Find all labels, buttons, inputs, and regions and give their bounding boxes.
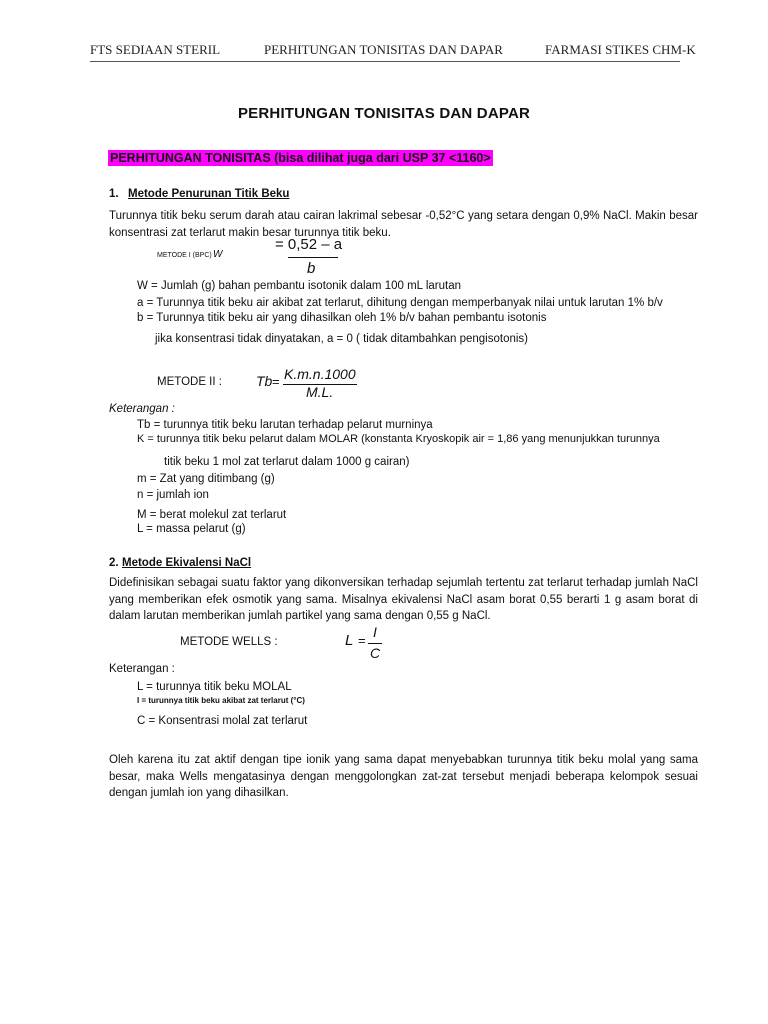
section1-note: jika konsentrasi tidak dinyatakan, a = 0 ( tidak ditambahkan pengisotonis) <box>155 333 529 345</box>
wells-denominator: C <box>370 645 381 661</box>
header-right: FARMASI STIKES CHM-K <box>545 42 696 57</box>
section2-paragraph: Didefinisikan sebagai suatu faktor yang dikonversikan terhadap sejumlah tertentu zat terlarut terhadap jumlah NaCl yang memberikan efek osmotik yang sama. Misalnya ekivalensi NaCl asam borat 0,55 berarti 1 g asam borat di dalam larutan memberikan jumlah partikel yang sama dengan 0,55 g NaCl. <box>109 577 698 622</box>
def-m: m = Zat yang ditimbang (g) <box>137 473 275 485</box>
def-a: a = Turunnya titik beku air akibat zat terlarut, dihitung dengan memperbanyak nilai untuk larutan 1% b/v <box>137 297 663 309</box>
wells-numerator: I <box>373 624 377 640</box>
def-w: W = Jumlah (g) bahan pembantu isotonik dalam 100 mL larutan <box>137 280 461 292</box>
method2-numerator: K.m.n.1000 <box>284 366 356 382</box>
def-k: K = turunnya titik beku pelarut dalam MOLAR (konstanta Kryoskopik air = 1,86 yang menunjukkan turunnya <box>137 433 660 445</box>
method2-lhs: Tb <box>256 373 273 389</box>
method1-w: W <box>213 249 223 260</box>
section2-keterangan: Keterangan : <box>109 663 175 675</box>
def-tb: Tb = turunnya titik beku larutan terhadap pelarut murninya <box>137 419 433 431</box>
method2-equals: = <box>272 374 280 389</box>
def-n: n = jumlah ion <box>137 489 209 501</box>
def-k-continued: titik beku 1 mol zat terlarut dalam 1000 g cairan) <box>164 456 410 468</box>
method1-fraction-line <box>288 257 338 258</box>
section1-number: 1. <box>109 188 119 200</box>
header-divider <box>90 61 680 62</box>
keterangan-label: Keterangan : <box>109 403 175 415</box>
def-wells-I: I = turunnya titik beku akibat zat terlarut (°C) <box>137 696 305 705</box>
method1-label: METODE I (BPC) : <box>157 252 216 259</box>
method2-label: METODE II : <box>157 376 222 388</box>
highlighted-heading: PERHITUNGAN TONISITAS (bisa dilihat juga dari USP 37 <1160> <box>110 151 491 165</box>
def-wells-L: L = turunnya titik beku MOLAL <box>137 681 292 693</box>
method2-denominator: M.L. <box>306 384 334 400</box>
section2-heading: Metode Ekivalensi NaCl <box>122 557 252 569</box>
def-M: M = berat molekul zat terlarut <box>137 509 287 521</box>
section1-heading: Metode Penurunan Titik Beku <box>128 188 290 200</box>
def-b: b = Turunnya titik beku air yang dihasilkan oleh 1% b/v bahan pembantu isotonis <box>137 312 547 324</box>
section1-paragraph: Turunnya titik beku serum darah atau cairan lakrimal sebesar -0,52°C yang setara dengan 0,9% NaCl. Makin besar konsentrasi zat terlarut makin besar turunnya titik beku. <box>109 210 698 239</box>
method1-numerator: = 0,52 – a <box>275 236 343 253</box>
method1-denominator: b <box>307 260 316 277</box>
wells-fraction-line <box>368 643 382 644</box>
wells-label: METODE WELLS : <box>180 636 278 648</box>
page-title: PERHITUNGAN TONISITAS DAN DAPAR <box>237 105 531 122</box>
header-center: PERHITUNGAN TONISITAS DAN DAPAR <box>264 42 503 57</box>
wells-lhs: L <box>345 632 354 649</box>
closing-paragraph: Oleh karena itu zat aktif dengan tipe ionik yang sama dapat menyebabkan turunnya titik beku molal yang sama besar, maka Wells mengatasinya dengan menggolongkan zat-zat tersebut menjadi beberapa kelompok sesuai dengan jumlah ion yang dihasilkan. <box>109 754 698 799</box>
header-left: FTS SEDIAAN STERIL <box>90 42 221 57</box>
def-wells-C: C = Konsentrasi molal zat terlarut <box>137 715 308 727</box>
section2-number: 2. <box>109 557 119 569</box>
wells-equals: = <box>358 633 366 648</box>
def-L: L = massa pelarut (g) <box>137 523 246 535</box>
